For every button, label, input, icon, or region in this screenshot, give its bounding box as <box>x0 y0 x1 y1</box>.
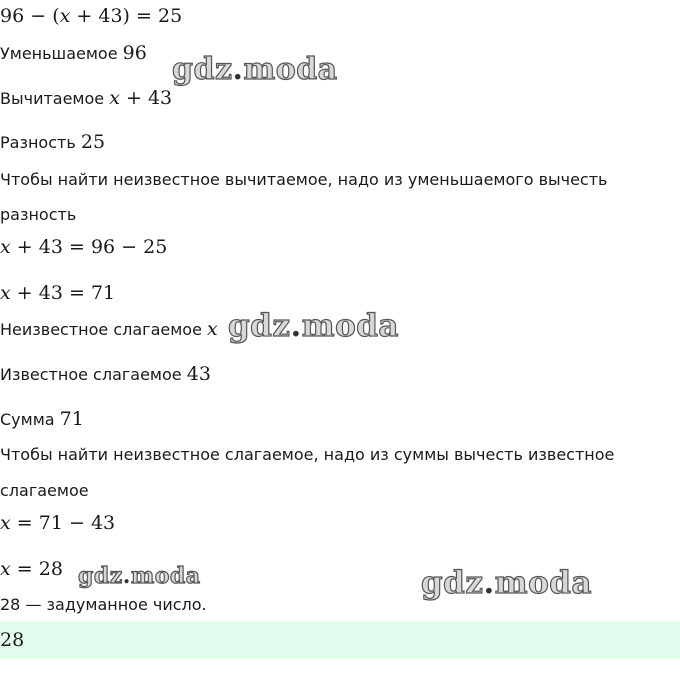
conclusion-line <box>0 595 207 614</box>
equation-line <box>0 558 63 580</box>
line-label: Неизвестное слагаемое <box>0 320 208 339</box>
sum-line <box>0 408 84 430</box>
unknown-addend-line <box>0 318 218 340</box>
line-label: разность <box>0 205 77 224</box>
line-label: Чтобы найти неизвестное слагаемое, надо из суммы вычесть известное <box>0 445 615 464</box>
math-expression: x = 71 − 43 <box>0 512 116 534</box>
answer-value: 28 <box>0 629 25 651</box>
equation-line <box>0 5 182 27</box>
math-expression: 25 <box>80 131 106 153</box>
line-label: Чтобы найти неизвестное вычитаемое, надо из уменьшаемого вычесть <box>0 170 608 189</box>
equation-line <box>0 282 115 304</box>
watermark-logo: gdz.moda <box>78 563 201 589</box>
math-expression: x + 43 = 96 − 25 <box>0 236 168 258</box>
math-expression: 96 <box>122 42 147 64</box>
line-label: Разность <box>0 133 81 152</box>
math-expression: x + 43 <box>109 87 173 109</box>
math-expression: x + 43 = 71 <box>0 282 116 304</box>
line-label: 28 — задуманное число. <box>0 595 207 614</box>
line-label: Сумма <box>0 410 60 429</box>
math-expression: x <box>207 318 218 340</box>
rule-text-continued <box>0 481 89 500</box>
minuend-line <box>0 42 147 64</box>
difference-line <box>0 131 105 153</box>
answer-line <box>0 629 24 651</box>
watermark-logo: gdz.moda <box>421 565 593 601</box>
equation-line <box>0 236 167 258</box>
watermark-logo: gdz.moda <box>172 52 338 87</box>
line-label: слагаемое <box>0 481 89 500</box>
line-label: Уменьшаемое <box>0 44 123 63</box>
line-label: Известное слагаемое <box>0 365 187 384</box>
math-expression: 43 <box>186 363 211 385</box>
math-expression: 71 <box>59 408 84 430</box>
equation-line <box>0 512 115 534</box>
math-expression: 96 − (x + 43) = 25 <box>0 5 183 27</box>
math-expression: x = 28 <box>0 558 63 580</box>
line-label: Вычитаемое <box>0 89 110 108</box>
rule-text <box>0 445 614 464</box>
known-addend-line <box>0 363 211 385</box>
answer-highlight <box>0 621 680 659</box>
rule-text-continued <box>0 205 76 224</box>
watermark-logo: gdz.moda <box>228 308 400 344</box>
subtrahend-line <box>0 87 172 109</box>
rule-text <box>0 170 607 189</box>
